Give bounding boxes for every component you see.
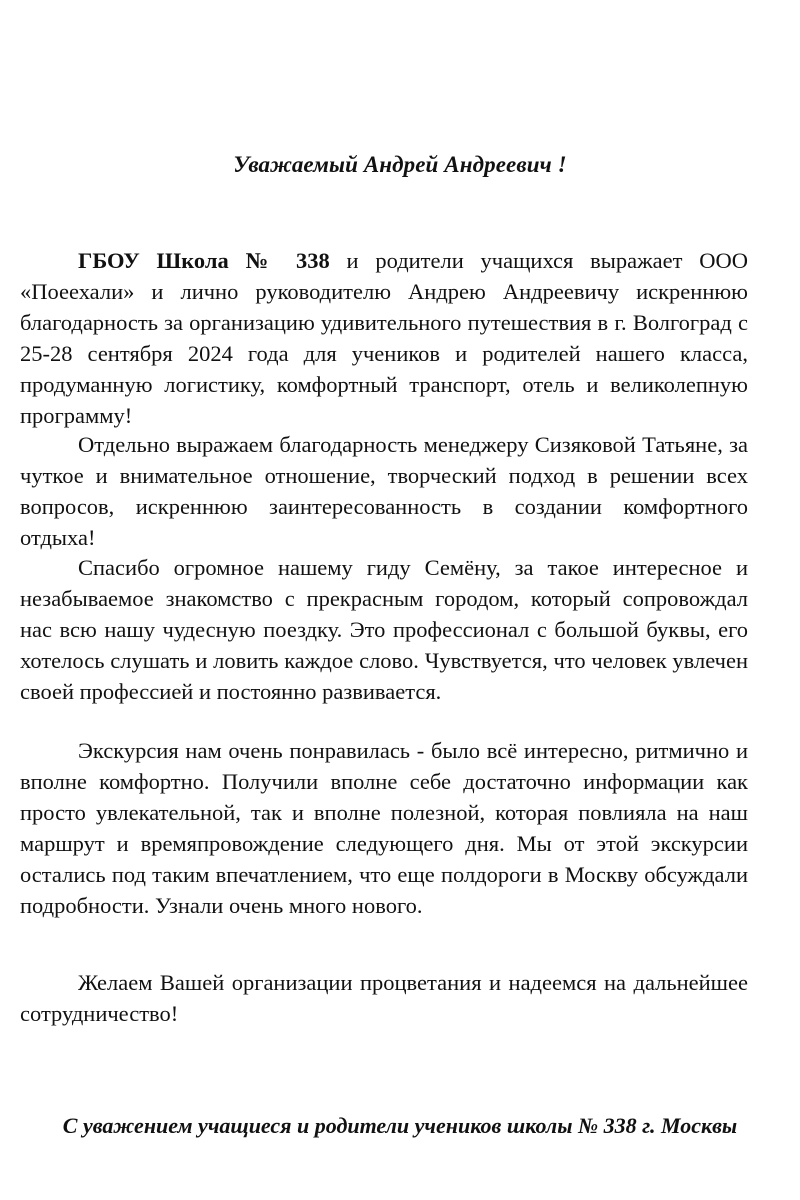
paragraph-gratitude-guide: Спасибо огромное нашему гиду Семёну, за такое интересное и незабываемое знакомство с прекрасным городом, который сопровождал нас всю нашу чудесную поездку. Это профессионал с большой буквы, его хотелось слушать и ловить каждое слово. Чувствуется, что человек увлечен своей профессией и постоянно развивается. bbox=[20, 555, 748, 704]
letter-greeting: Уважаемый Андрей Андреевич ! bbox=[233, 152, 567, 177]
paragraph-excursion-review: Экскурсия нам очень понравилась - было всё интересно, ритмично и вполне комфортно. Получили вполне себе достаточно информации как просто увлекательной, так и вполне полезной, которая повлияла на наш маршрут и времяпровождение следующего дня. Мы от этой экскурсии остались под таким впечатлением, что еще полдороги в Москву обсуждали подробности. Узнали очень много нового. bbox=[20, 738, 748, 918]
paragraph-gratitude-company-text: и родители учащихся выражает ООО «Поеехали» и лично руководителю Андрею Андреевичу искреннюю благодарность за организацию удивительного путешествия в г. Волгоград с 25-28 сентября 2024 года для учеников и родителей нашего класса, продуманную логистику, комфортный транспорт, отель и великолепную программу! bbox=[20, 248, 748, 428]
paragraph-wishes: Желаем Вашей организации процветания и надеемся на дальнейшее сотрудничество! bbox=[20, 970, 748, 1026]
school-name: ГБОУ Школа № 338 bbox=[78, 248, 330, 273]
letter-signature: С уважением учащиеся и родители учеников школы № 338 г. Москвы bbox=[62, 1113, 738, 1138]
paragraph-gratitude-manager: Отдельно выражаем благодарность менеджеру Сизяковой Татьяне, за чуткое и внимательное отношение, творческий подход в решении всех вопросов, искреннюю заинтересованность в создании комфортного отдыха! bbox=[20, 432, 748, 550]
paragraph-gratitude-company bbox=[20, 245, 748, 431]
